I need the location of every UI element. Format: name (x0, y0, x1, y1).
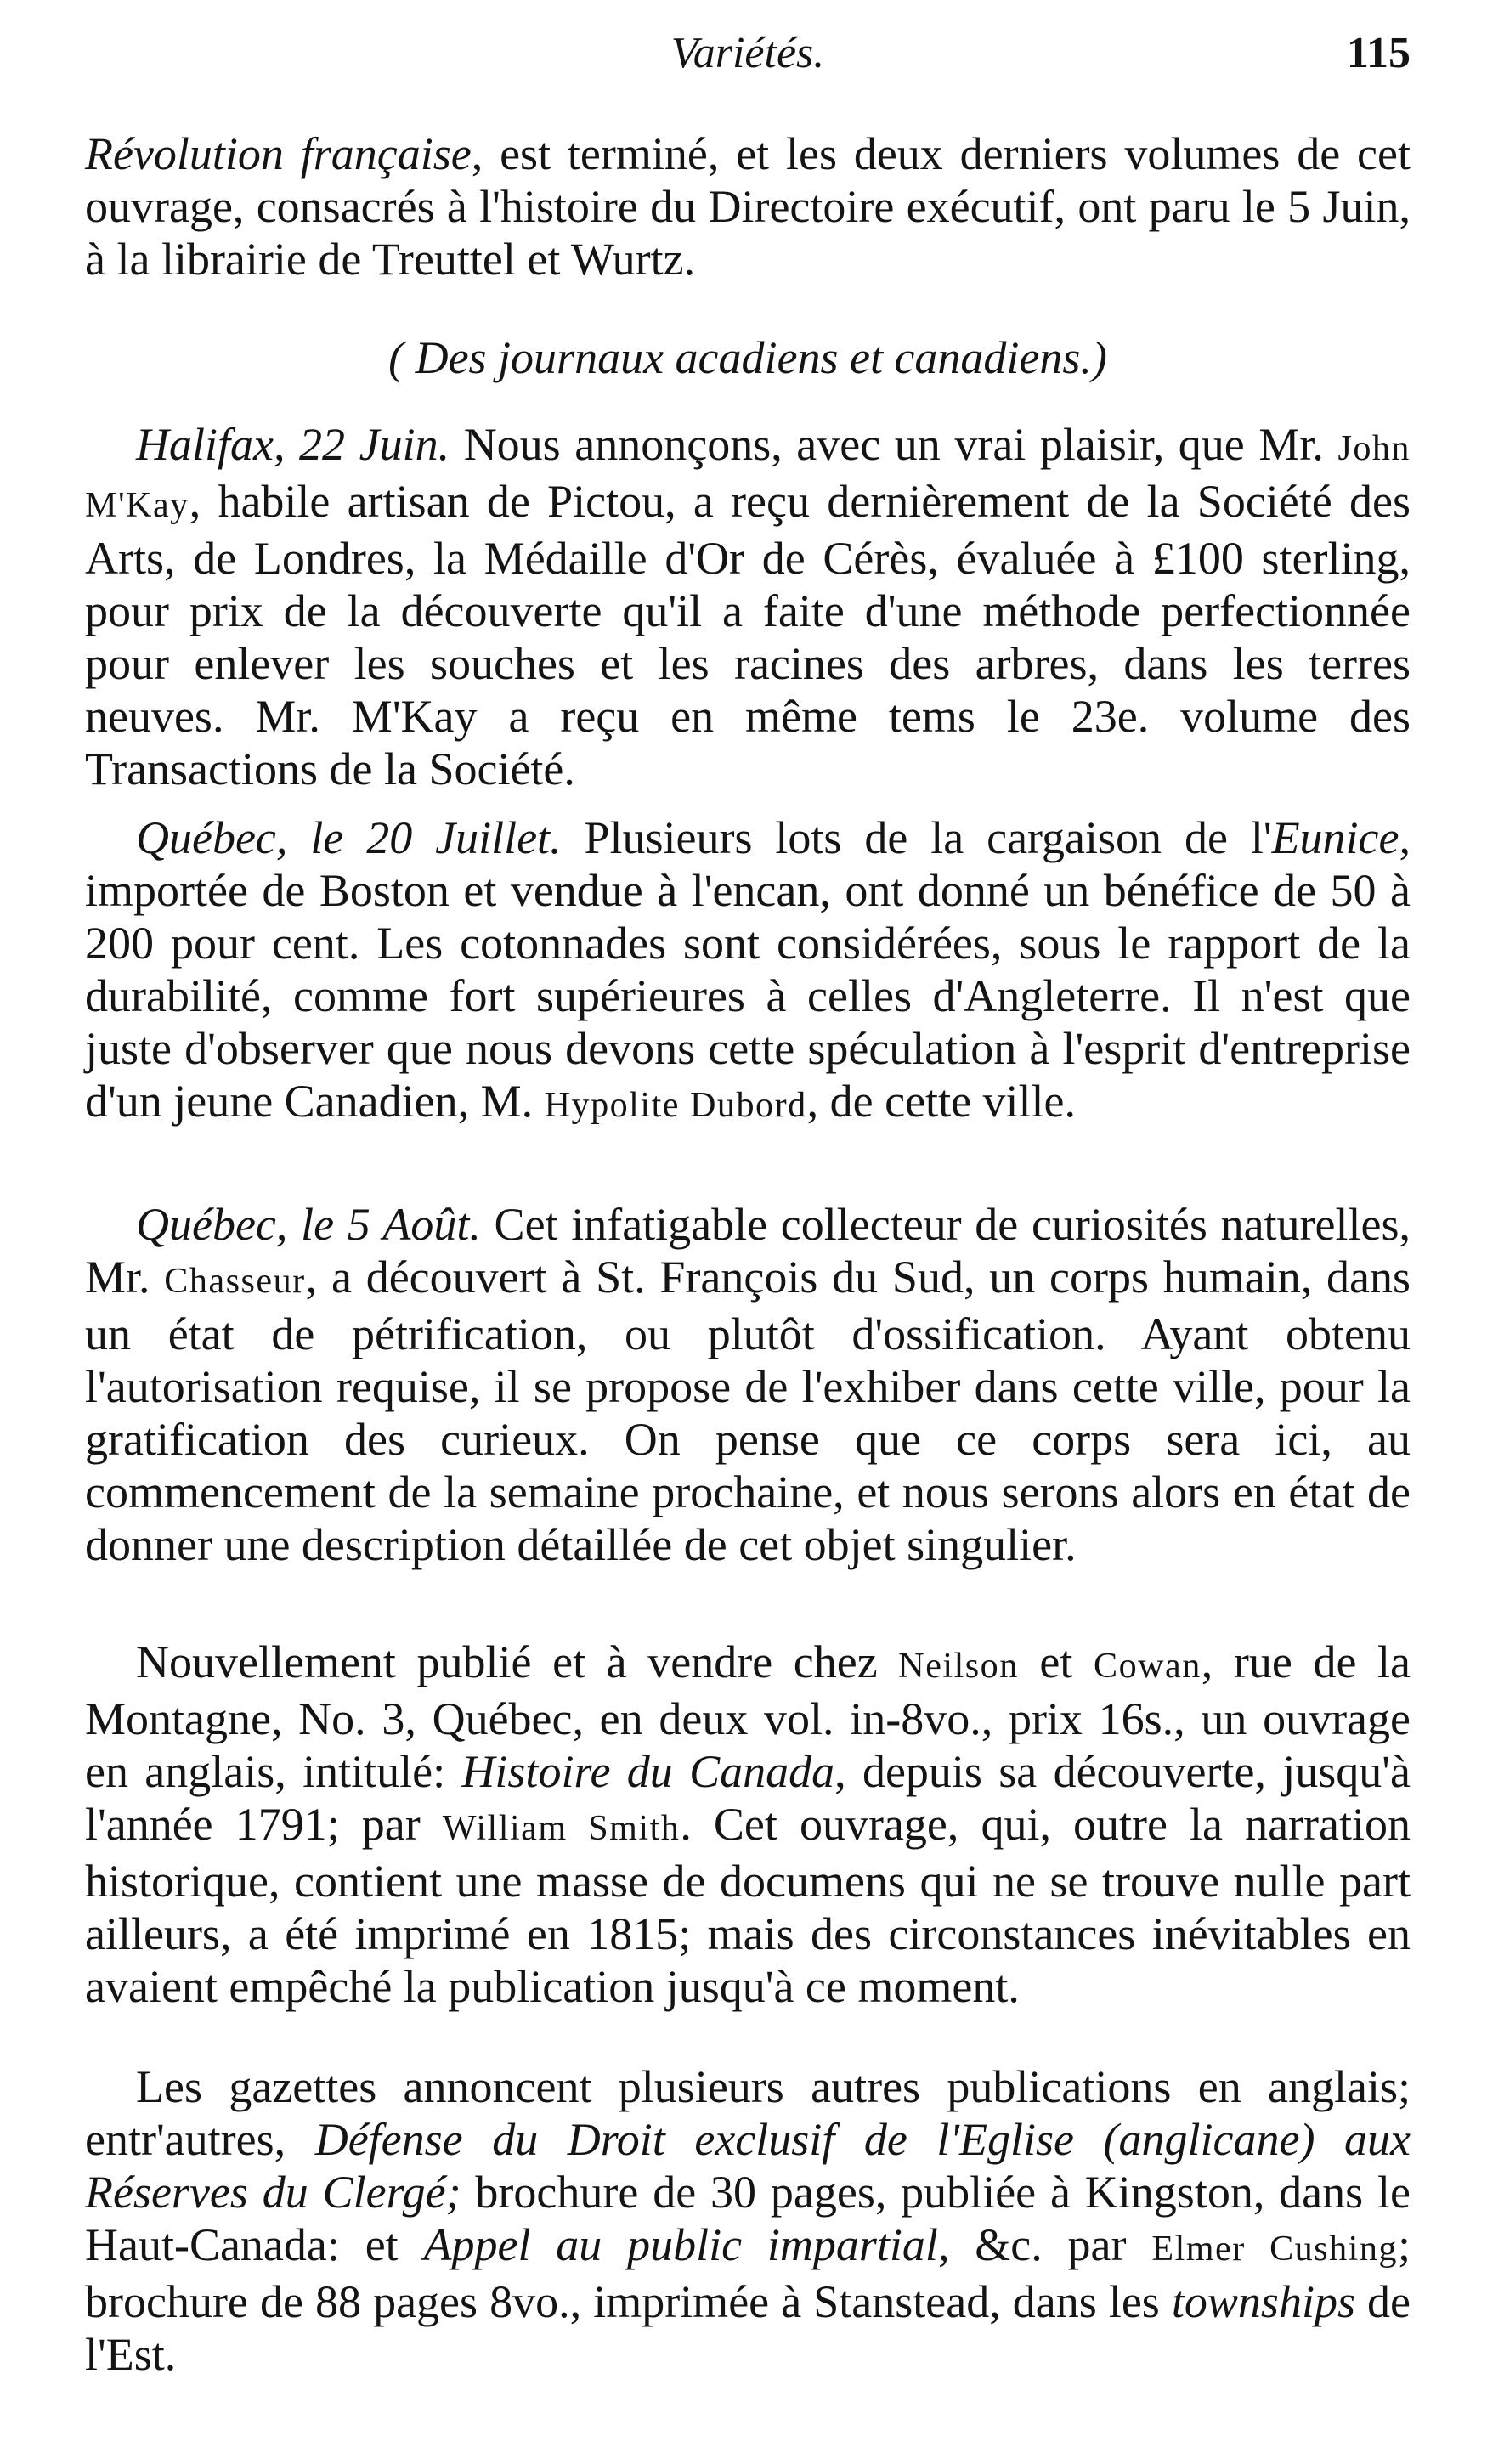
work-title: Défense du Droit exclusif de l'Eglise (anglicane) aux Réserves du Clergé; (85, 2114, 1411, 2218)
work-title: Histoire du Canada (461, 1746, 835, 1797)
publisher-name: Neilson (898, 1646, 1019, 1686)
paragraph-text: ; brochure de 88 pages 8vo., imprimée à Stanstead, dans les (85, 2219, 1411, 2327)
paragraph-text: , depuis sa découverte, jusqu'à l'année 1791; par (85, 1746, 1411, 1850)
paragraph-quebec-juillet (85, 811, 1411, 1132)
work-title: Appel au public impartial (423, 2219, 938, 2270)
dateline: Halifax, 22 Juin. (136, 419, 450, 470)
paragraph-text: Nouvellement publié et à vendre chez (136, 1636, 899, 1687)
person-name: Hypolite Dubord (544, 1085, 807, 1125)
paragraph-revolution (85, 127, 1411, 285)
publisher-name: Cowan (1093, 1646, 1202, 1686)
paragraph-text: , est terminé, et les deux derniers volumes de cet ouvrage, consacrés à l'histoire du Directoire exécutif, ont paru le 5 Juin, à la librairie de Treuttel et Wurtz. (85, 128, 1411, 285)
paragraph-text: , de cette ville. (806, 1076, 1077, 1127)
page-header (85, 24, 1411, 83)
running-head: Variétés. (670, 29, 825, 77)
paragraph-gazettes (85, 2060, 1411, 2381)
townships-term: townships (1171, 2276, 1355, 2327)
paragraph-text: Cet infatigable collecteur de curiosités naturelles, Mr. (85, 1199, 1411, 1303)
author-name: Elmer Cushing (1151, 2229, 1398, 2269)
paragraph-text: , a découvert à St. François du Sud, un corps humain, dans un état de pétrification, ou plutôt d'ossification. Ayant obtenu l'autorisation requise, il se propose de l'exhiber dans cette ville, pour la gratification des curieux. On pense que ce corps sera ici, au commencement de la semaine prochaine, et nous serons alors en état de donner une description détaillée de cet objet singulier. (85, 1252, 1411, 1570)
page-number: 115 (1346, 29, 1411, 77)
paragraph-text: Plusieurs lots de la cargaison de l' (561, 812, 1272, 863)
paragraph-text: . Cet ouvrage, qui, outre la narration historique, contient une masse de documens qui ne se trouve nulle part ailleurs, a été imprimé en 1815; mais des circonstances inévitables en avaient empêché la publication jusqu'à ce moment. (85, 1799, 1411, 2012)
person-name: John M'Kay (85, 428, 1411, 525)
ship-name: Eunice (1271, 812, 1399, 863)
paragraph-text: , habile artisan de Pictou, a reçu dernièrement de la Société des Arts, de Londres, la Médaille d'Or de Cérès, évaluée à £100 sterling, pour prix de la découverte qu'il a faite d'une méthode perfectionnée pour enlever les souches et les racines des arbres, dans les terres neuves. Mr. M'Kay a reçu en même tems le 23e. volume des Transactions de la Société. (85, 476, 1411, 794)
work-title: Révolution française (85, 128, 472, 179)
dateline: Québec, le 20 Juillet. (136, 812, 562, 863)
paragraph-quebec-aout (85, 1198, 1411, 1571)
paragraph-histoire-canada (85, 1636, 1411, 2013)
author-name: William Smith (442, 1808, 681, 1848)
paragraph-text: , rue de la Montagne, No. 3, Québec, en deux vol. in-8vo., prix 16s., un ouvrage en anglais, intitulé: (85, 1636, 1411, 1797)
source-note: ( Des journaux acadiens et canadiens.) (388, 332, 1107, 383)
paragraph-text: Les gazettes annoncent plusieurs autres publications en anglais; entr'autres, (85, 2061, 1411, 2165)
paragraph-text: et (1018, 1636, 1094, 1687)
paragraph-text: , importée de Boston et vendue à l'encan, ont donné un bénéfice de 50 à 200 pour cent. Les cotonnades sont considérées, sous le rapport de la durabilité, comme fort supérieures à celles d'Angleterre. Il n'est que juste d'observer que nous devons cette spéculation à l'esprit d'entreprise d'un jeune Canadien, M. (85, 812, 1411, 1127)
dateline: Québec, le 5 Août. (136, 1199, 481, 1250)
paragraph-text: , &c. par (937, 2219, 1152, 2270)
paragraph-text: Nous annonçons, avec un vrai plaisir, que Mr. (450, 419, 1338, 470)
person-name: Chasseur (164, 1261, 306, 1301)
paragraph-text: de l'Est. (85, 2276, 1411, 2380)
paragraph-halifax (85, 418, 1411, 795)
paragraph-text: brochure de 30 pages, publiée à Kingston, dans le Haut-Canada: et (85, 2167, 1411, 2270)
